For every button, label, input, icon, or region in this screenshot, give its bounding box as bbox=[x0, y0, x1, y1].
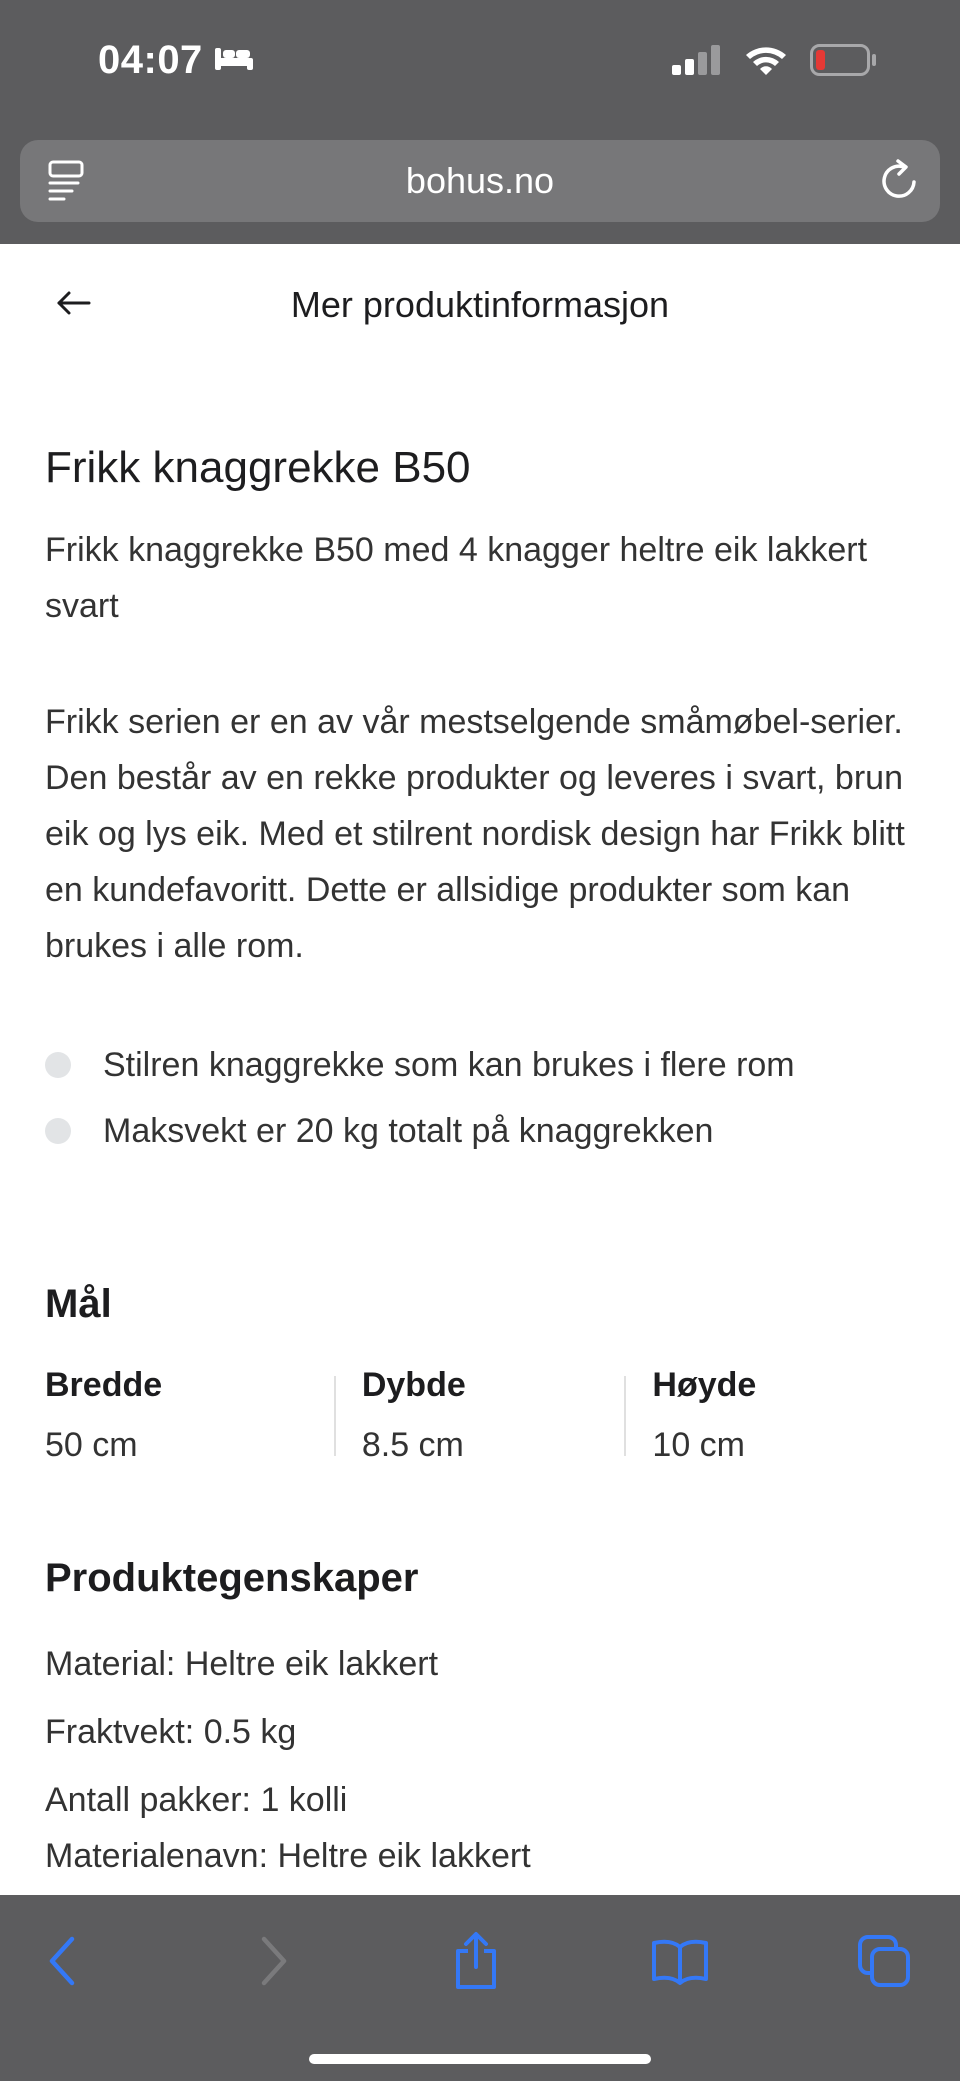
measure-value: 50 cm bbox=[45, 1426, 138, 1464]
page-title: Mer produktinformasjon bbox=[290, 284, 670, 325]
properties-list bbox=[45, 1636, 915, 1884]
product-title: Frikk knaggrekke B50 bbox=[45, 443, 471, 492]
status-icons bbox=[672, 44, 876, 81]
property-item: Antall pakker: 1 kolli bbox=[45, 1781, 348, 1819]
measure-height bbox=[624, 1360, 915, 1464]
measure-width bbox=[45, 1360, 334, 1464]
wifi-icon bbox=[744, 44, 788, 81]
status-time: 04:07 bbox=[98, 38, 203, 82]
measures-table bbox=[45, 1360, 915, 1464]
signal-icon bbox=[672, 45, 722, 80]
bullet-dot-icon bbox=[45, 1052, 71, 1078]
battery-icon bbox=[810, 44, 876, 81]
list-item bbox=[45, 1032, 915, 1098]
measure-value: 8.5 cm bbox=[361, 1426, 464, 1464]
measure-label: Høyde bbox=[652, 1366, 757, 1404]
product-description: Frikk serien er en av vår mestselgende småmøbel-serier. Den består av en rekke produkter og leveres i svart, brun eik og lys eik. Med et stilrent nordisk design har Frikk blitt en kundefavoritt. Dette er allsidige produkter som kan brukes i alle rom. bbox=[45, 703, 905, 965]
bookmarks-icon[interactable] bbox=[648, 1929, 712, 1993]
feature-text: Maksvekt er 20 kg totalt på knaggrekken bbox=[103, 1112, 714, 1150]
measure-depth bbox=[334, 1360, 625, 1464]
back-icon[interactable] bbox=[32, 1929, 96, 1993]
property-item: Fraktvekt: 0.5 kg bbox=[45, 1713, 297, 1751]
status-bar bbox=[0, 0, 960, 244]
reload-icon[interactable] bbox=[878, 158, 920, 207]
property-item: Material: Heltre eik lakkert bbox=[45, 1645, 439, 1683]
properties-heading: Produktegenskaper bbox=[45, 1556, 419, 1600]
feature-text: Stilren knaggrekke som kan brukes i flere rom bbox=[103, 1046, 795, 1084]
measure-label: Bredde bbox=[45, 1366, 163, 1404]
measure-value: 10 cm bbox=[652, 1426, 746, 1464]
page-header bbox=[0, 244, 960, 369]
property-item: Materialenavn: Heltre eik lakkert bbox=[45, 1837, 531, 1875]
list-item bbox=[45, 1098, 915, 1164]
measures-heading: Mål bbox=[45, 1282, 112, 1326]
product-subtitle: Frikk knaggrekke B50 med 4 knagger heltre eik lakkert svart bbox=[45, 531, 868, 625]
home-indicator bbox=[309, 2054, 651, 2064]
feature-list bbox=[45, 1032, 915, 1164]
status-time-group bbox=[98, 38, 255, 83]
tabs-icon[interactable] bbox=[852, 1929, 916, 1993]
address-bar[interactable] bbox=[20, 140, 940, 222]
measure-label: Dybde bbox=[361, 1366, 466, 1404]
product-content bbox=[45, 440, 915, 1164]
url-text[interactable]: bohus.no bbox=[405, 160, 555, 201]
forward-icon[interactable] bbox=[240, 1929, 304, 1993]
bullet-dot-icon bbox=[45, 1118, 71, 1144]
bed-icon bbox=[213, 44, 255, 77]
share-icon[interactable] bbox=[444, 1929, 508, 1993]
